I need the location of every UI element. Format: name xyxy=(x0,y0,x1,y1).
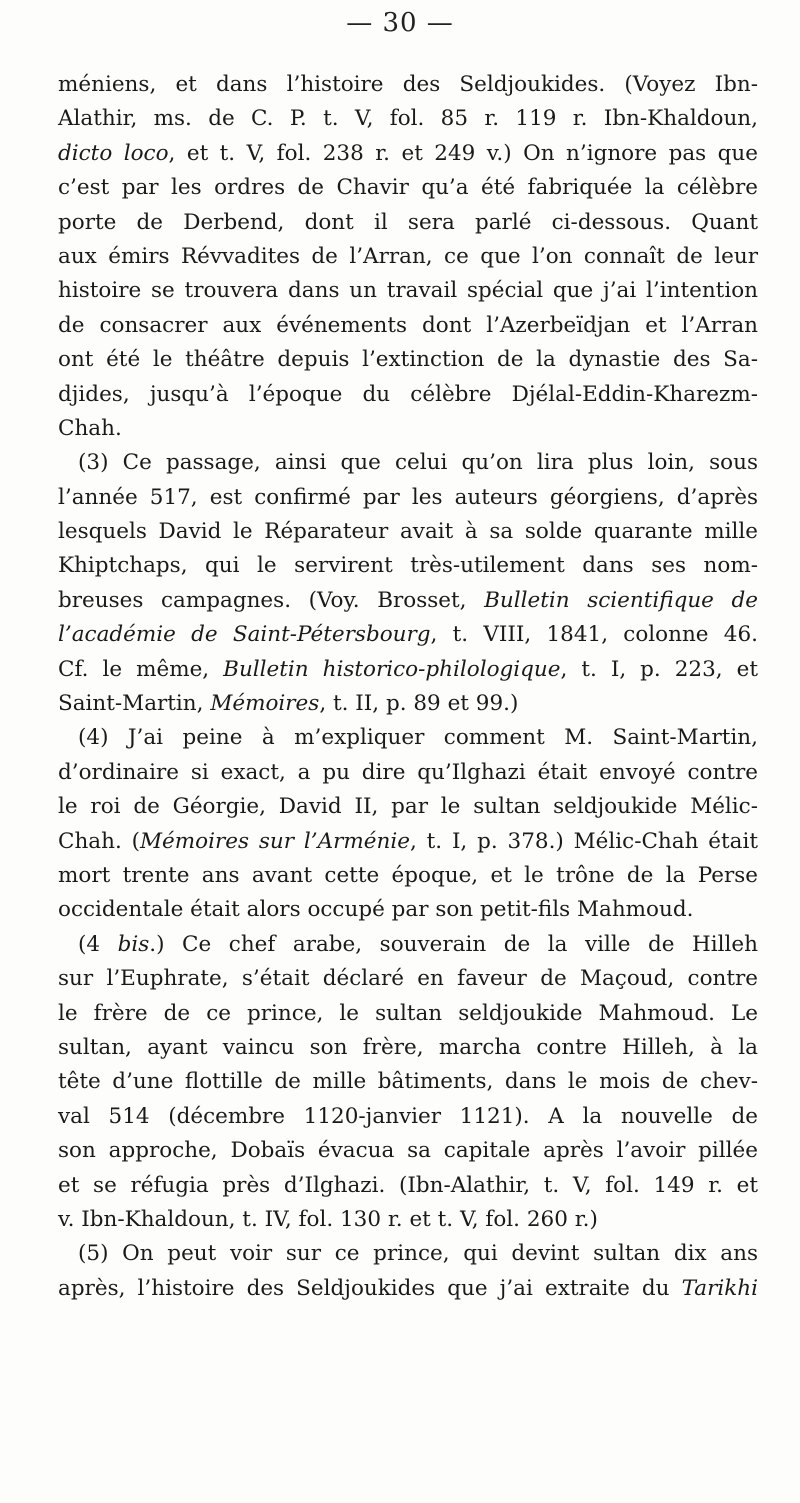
text-segment: tête d’une flottille de mille bâtiments, dans le mois de chev- xyxy=(58,1069,758,1095)
italic-text: l’académie de Saint-Pétersbourg xyxy=(58,622,431,648)
text-segment: Chah. ( xyxy=(58,828,141,854)
text-line xyxy=(58,997,758,1031)
text-line xyxy=(58,1203,758,1237)
text-segment: Cf. le même, xyxy=(58,656,224,682)
footnotes-text xyxy=(58,68,758,1306)
text-line xyxy=(58,893,758,927)
text-line xyxy=(58,378,758,412)
text-segment: (3) Ce passage, ainsi que celui qu’on lira plus loin, sous xyxy=(78,450,758,476)
text-segment: de consacrer aux événements dont l’Azerbeïdjan et l’Arran xyxy=(58,312,758,338)
text-segment: méniens, et dans l’histoire des Seldjoukides. (Voyez Ibn- xyxy=(58,72,758,97)
text-line xyxy=(58,481,758,515)
text-segment: c’est par les ordres de Chavir qu’a été fabriquée la célèbre xyxy=(58,175,758,201)
text-line xyxy=(58,687,758,721)
text-segment: d’ordinaire si exact, a pu dire qu’Ilghazi était envoyé contre xyxy=(58,759,758,785)
text-segment: , t. II, p. 89 et 99.) xyxy=(319,691,519,717)
italic-text: Tarikhi xyxy=(681,1275,758,1301)
text-line xyxy=(58,1100,758,1134)
italic-text: Bulletin historico-philologique xyxy=(223,656,561,682)
page-number: — 30 — xyxy=(346,8,454,38)
text-segment: Saint-Martin, xyxy=(58,691,211,717)
text-segment: , et t. V, fol. 238 r. et 249 v.) On n’ignore pas que xyxy=(168,140,758,166)
text-segment: après, l’histoire des Seldjoukides que j’ai extraite du xyxy=(58,1275,682,1301)
text-segment: , t. VIII, 1841, colonne 46. xyxy=(430,622,758,648)
text-segment: aux émirs Révvadites de l’Arran, ce que l’on connaît de leur xyxy=(58,243,758,269)
text-segment: ont été le théâtre depuis l’extinction de la dynastie des Sa- xyxy=(58,347,758,373)
text-line xyxy=(58,1237,758,1271)
text-line xyxy=(58,446,758,480)
text-segment: lesquels David le Réparateur avait à sa solde quarante mille xyxy=(58,519,758,545)
italic-text: Bulletin scientifique de xyxy=(484,587,758,613)
text-segment: porte de Derbend, dont il sera parlé ci-dessous. Quant xyxy=(58,209,758,235)
italic-text: dicto loco xyxy=(58,140,169,166)
text-line xyxy=(58,343,758,377)
text-segment: (4) J’ai peine à m’expliquer comment M. Saint-Martin, xyxy=(78,725,758,751)
text-line xyxy=(58,240,758,274)
text-line xyxy=(58,825,758,859)
text-line xyxy=(58,928,758,962)
text-segment: mort trente ans avant cette époque, et le trône de la Perse xyxy=(58,862,758,888)
text-line xyxy=(58,618,758,652)
text-segment: Alathir, ms. de C. P. t. V, fol. 85 r. 119 r. Ibn-Khaldoun, xyxy=(58,106,758,132)
text-line xyxy=(58,412,758,446)
text-line xyxy=(58,1031,758,1065)
text-line xyxy=(58,309,758,343)
italic-text: bis xyxy=(117,931,150,957)
text-segment: occidentale était alors occupé par son petit-fils Mahmoud. xyxy=(58,897,694,923)
text-segment: le roi de Géorgie, David II, par le sultan seldjoukide Mélic- xyxy=(58,794,758,820)
text-segment: l’année 517, est confirmé par les auteurs géorgiens, d’après xyxy=(58,484,758,510)
text-segment: v. Ibn-Khaldoun, t. IV, fol. 130 r. et t. V, fol. 260 r.) xyxy=(58,1206,598,1232)
text-segment: , t. I, p. 378.) Mélic-Chah était xyxy=(409,828,758,854)
text-segment: sur l’Euphrate, s’était déclaré en faveur de Maçoud, contre xyxy=(58,966,758,992)
text-segment: (4 xyxy=(78,931,118,957)
text-line xyxy=(58,653,758,687)
text-line xyxy=(58,1169,758,1203)
text-segment: son approche, Dobaïs évacua sa capitale après l’avoir pillée xyxy=(58,1138,758,1164)
text-segment: , t. I, p. 223, et xyxy=(560,656,758,682)
text-segment: djides, jusqu’à l’époque du célèbre Djélal-Eddin-Kharezm- xyxy=(58,381,758,407)
text-line xyxy=(58,102,758,136)
text-line xyxy=(58,549,758,583)
text-line xyxy=(58,274,758,308)
text-line xyxy=(58,1065,758,1099)
text-segment: sultan, ayant vaincu son frère, marcha contre Hilleh, à la xyxy=(58,1034,758,1060)
text-segment: .) Ce chef arabe, souverain de la ville de Hilleh xyxy=(149,931,758,957)
text-line xyxy=(58,137,758,171)
text-line xyxy=(58,1134,758,1168)
italic-text: Mémoires xyxy=(210,691,320,717)
text-segment: le frère de ce prince, le sultan seldjoukide Mahmoud. Le xyxy=(58,1000,758,1026)
italic-text: Mémoires sur l’Arménie xyxy=(140,828,410,854)
text-line xyxy=(58,171,758,205)
text-segment: breuses campagnes. (Voy. Brosset, xyxy=(58,587,485,613)
text-segment: et se réfugia près d’Ilghazi. (Ibn-Alathir, t. V, fol. 149 r. et xyxy=(58,1172,758,1198)
text-line xyxy=(58,790,758,824)
text-line xyxy=(58,962,758,996)
text-segment: histoire se trouvera dans un travail spécial que j’ai l’intention xyxy=(58,278,758,304)
text-line xyxy=(58,68,758,102)
text-line xyxy=(58,515,758,549)
text-segment: val 514 (décembre 1120-janvier 1121). A la nouvelle de xyxy=(58,1103,758,1129)
text-line xyxy=(58,206,758,240)
text-segment: Chah. xyxy=(58,415,122,441)
text-line xyxy=(58,756,758,790)
text-segment: (5) On peut voir sur ce prince, qui devint sultan dix ans xyxy=(78,1241,758,1267)
text-segment: Khiptchaps, qui le servirent très-utilement dans ses nom- xyxy=(58,553,758,579)
text-line xyxy=(58,1272,758,1306)
text-line xyxy=(58,721,758,755)
text-line xyxy=(58,859,758,893)
text-line xyxy=(58,584,758,618)
